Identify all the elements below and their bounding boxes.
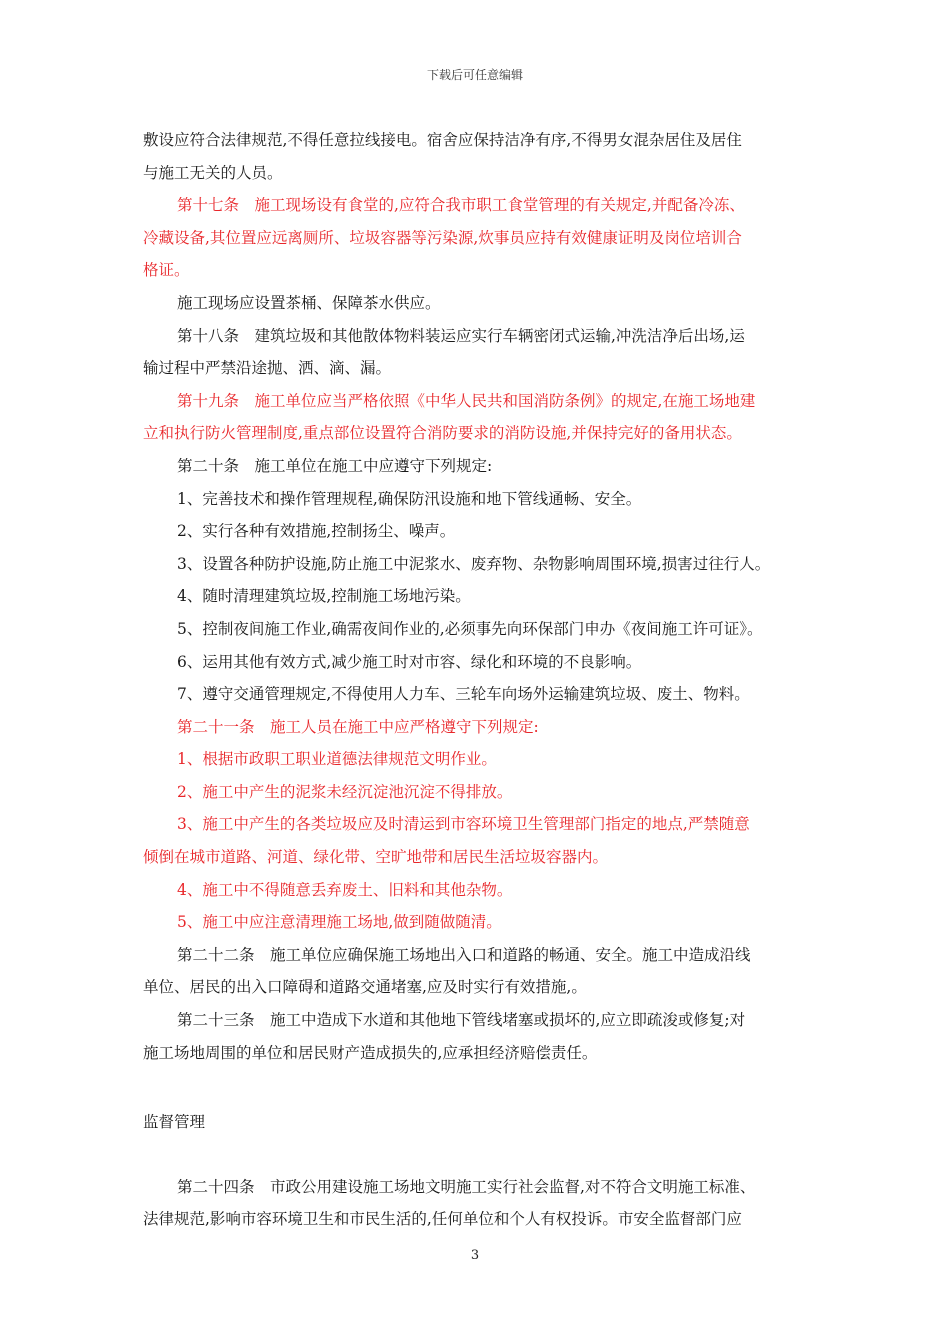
text-line: 5、施工中应注意清理施工场地,做到随做随清。 [177,913,502,932]
text-line: 法律规范,影响市容环境卫生和市民生活的,任何单位和个人有权投诉。市安全监督部门应 [143,1210,742,1229]
page-number: 3 [470,1248,480,1263]
text-line: 立和执行防火管理制度,重点部位设置符合消防要求的消防设施,并保持完好的备用状态。 [143,424,742,443]
text-line: 施工现场应设置茶桶、保障茶水供应。 [177,293,441,312]
text-line: 第十七条 施工现场设有食堂的,应符合我市职工食堂管理的有关规定,并配备冷冻、 [177,196,745,215]
text-line: 第十八条 建筑垃圾和其他散体物料装运应实行车辆密闭式运输,冲洗洁净后出场,运 [177,326,745,345]
text-line: 6、运用其他有效方式,减少施工时对市容、绿化和环境的不良影响。 [177,652,642,671]
text-line: 输过程中严禁沿途抛、洒、滴、漏。 [143,359,392,378]
text-line: 施工场地周围的单位和居民财产造成损失的,应承担经济赔偿责任。 [143,1043,598,1062]
paragraph-block [143,124,813,1069]
text-line: 第二十四条 市政公用建设施工场地文明施工实行社会监督,对不符合文明施工标准、 [177,1177,756,1196]
page-header: 下载后可任意编辑 [426,68,523,82]
text-line: 敷设应符合法律规范,不得任意拉线接电。宿舍应保持洁净有序,不得男女混杂居住及居住 [143,131,742,149]
text-line: 单位、居民的出入口障碍和道路交通堵塞,应及时实行有效措施,。 [143,978,587,997]
text-line: 与施工无关的人员。 [143,163,283,182]
text-line: 第十九条 施工单位应当严格依照《中华人民共和国消防条例》的规定,在施工场地建 [177,391,756,410]
text-line: 3、设置各种防护设施,防止施工中泥浆水、废弃物、杂物影响周围环境,损害过往行人。 [177,554,771,573]
document-body [143,124,813,1236]
text-line: 3、施工中产生的各类垃圾应及时清运到市容环境卫生管理部门指定的地点,严禁随意 [177,815,750,834]
text-line: 第二十三条 施工中造成下水道和其他地下管线堵塞或损坏的,应立即疏浚或修复;对 [177,1011,746,1030]
text-line: 第二十一条 施工人员在施工中应严格遵守下列规定: [177,717,539,736]
text-line: 1、根据市政职工职业道德法律规范文明作业。 [177,750,497,769]
text-line: 2、施工中产生的泥浆未经沉淀池沉淀不得排放。 [177,782,513,801]
text-line: 7、遵守交通管理规定,不得使用人力车、三轮车向场外运输建筑垃圾、废土、物料。 [177,685,750,704]
text-line: 4、施工中不得随意丢弃废土、旧料和其他杂物。 [177,880,513,899]
paragraph-block-tail [143,1171,813,1236]
text-line: 冷藏设备,其位置应远离厕所、垃圾容器等污染源,炊事员应持有效健康证明及岗位培训合 [143,228,742,247]
text-line: 1、完善技术和操作管理规程,确保防汛设施和地下管线通畅、安全。 [177,489,642,508]
text-line: 第二十条 施工单位在施工中应遵守下列规定: [177,456,493,475]
text-line: 4、随时清理建筑垃圾,控制施工场地污染。 [177,587,471,606]
text-line: 5、控制夜间施工作业,确需夜间作业的,必须事先向环保部门申办《夜间施工许可证》。 [177,619,763,638]
text-line: 2、实行各种有效措施,控制扬尘、噪声。 [177,522,456,541]
text-line: 第二十二条 施工单位应确保施工场地出入口和道路的畅通、安全。施工中造成沿线 [177,945,751,964]
text-line: 倾倒在城市道路、河道、绿化带、空旷地带和居民生活垃圾容器内。 [143,848,609,867]
text-line: 格证。 [143,261,190,280]
section-title: 监督管理 [143,1113,206,1132]
